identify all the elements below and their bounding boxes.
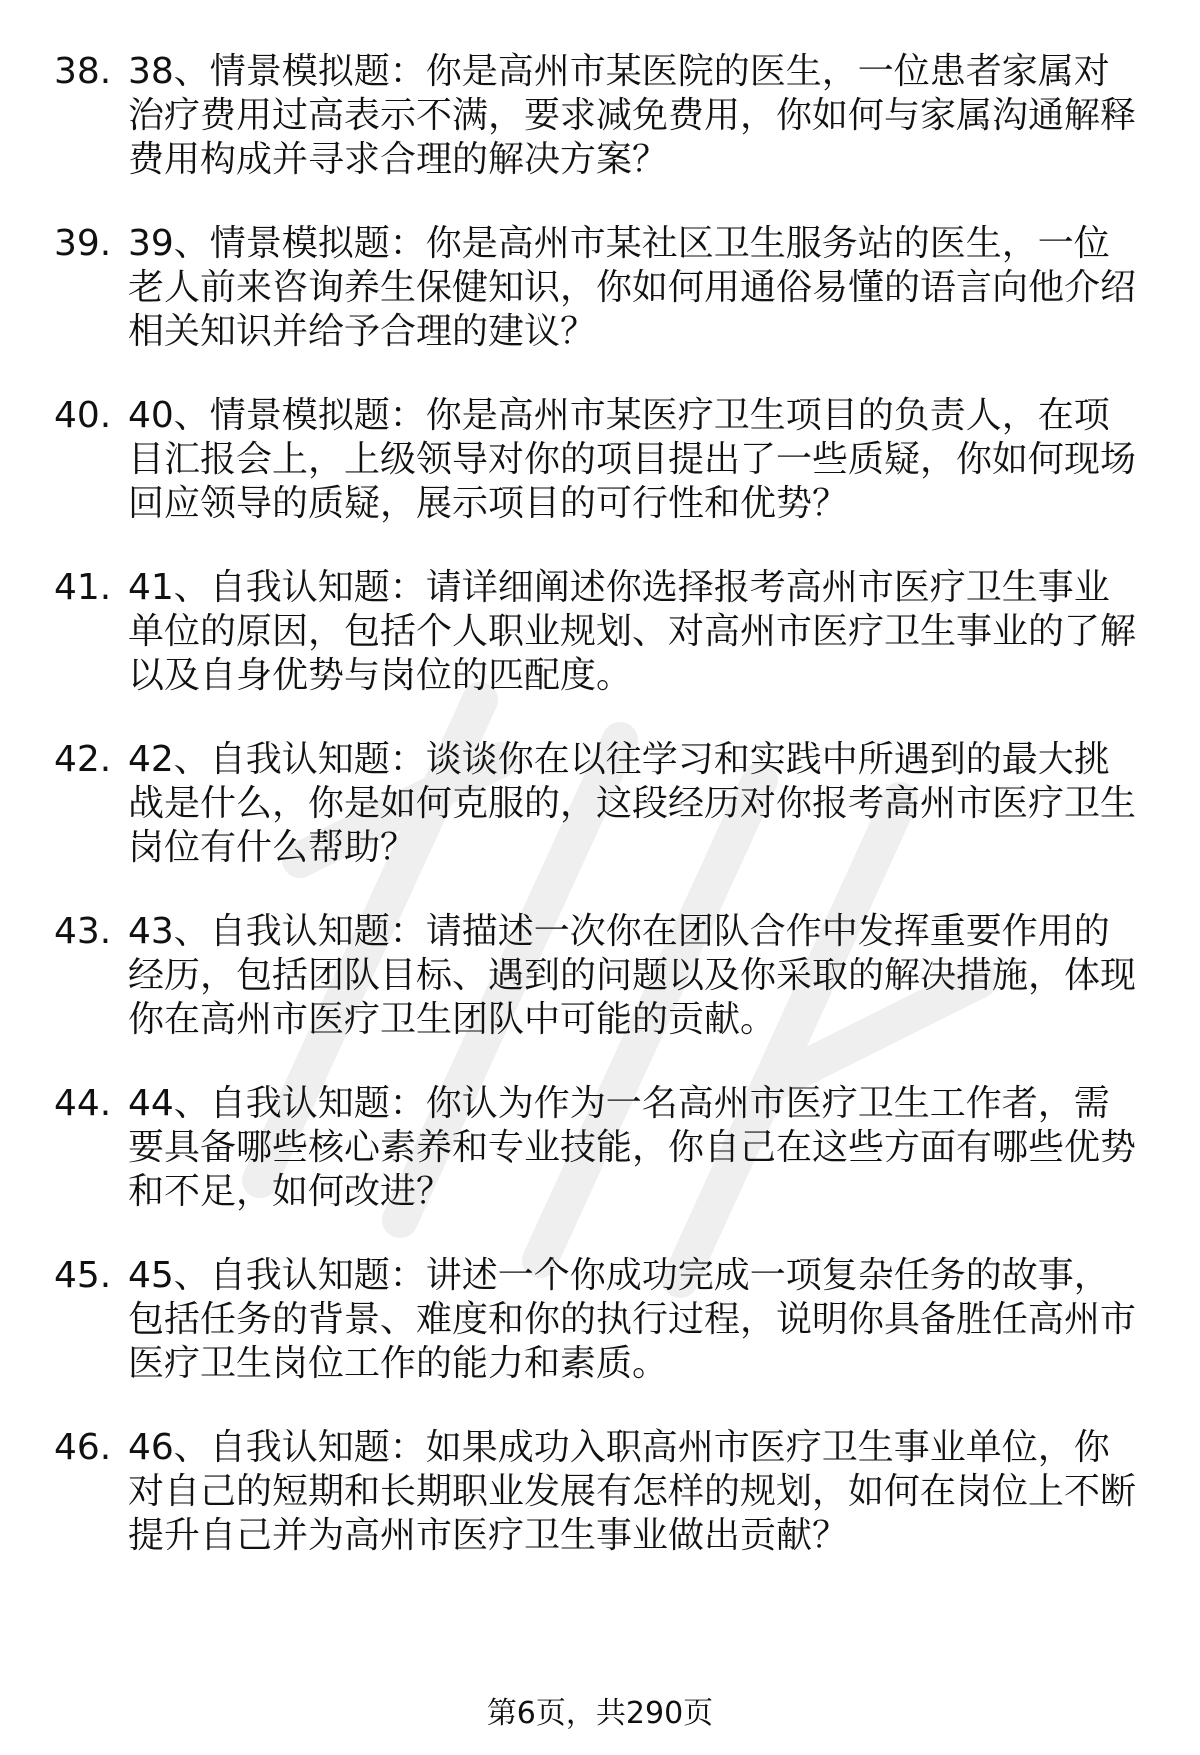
question-number: 44. [54,1083,112,1124]
question-number: 40. [54,395,112,436]
question-item [0,222,1200,354]
page-footer: 第6页，共290页 [486,1696,714,1731]
question-number: 38. [54,51,112,92]
question-text: 40、情景模拟题：你是高州市某医疗卫生项目的负责人，在项目汇报会上，上级领导对你的项目提出了一些质疑，你如何现场回应领导的质疑，展示项目的可行性和优势？ [128,395,1137,524]
question-text: 41、自我认知题：请详细阐述你选择报考高州市医疗卫生事业单位的原因，包括个人职业规划、对高州市医疗卫生事业的了解以及自身优势与岗位的匹配度。 [128,567,1137,696]
question-number: 46. [54,1427,112,1468]
question-text: 44、自我认知题：你认为作为一名高州市医疗卫生工作者，需要具备哪些核心素养和专业技能，你自己在这些方面有哪些优势和不足，如何改进？ [128,1083,1137,1212]
question-number: 39. [54,223,112,264]
question-text: 38、情景模拟题：你是高州市某医院的医生，一位患者家属对治疗费用过高表示不满，要求减免费用，你如何与家属沟通解释费用构成并寻求合理的解决方案？ [128,51,1137,180]
question-item [0,50,1200,182]
question-item [0,738,1200,870]
question-item [0,1082,1200,1214]
question-text: 42、自我认知题：谈谈你在以往学习和实践中所遇到的最大挑战是什么，你是如何克服的，这段经历对你报考高州市医疗卫生岗位有什么帮助？ [128,739,1137,868]
question-item [0,1426,1200,1558]
question-number: 45. [54,1255,112,1296]
question-number: 43. [54,911,112,952]
question-text: 43、自我认知题：请描述一次你在团队合作中发挥重要作用的经历，包括团队目标、遇到的问题以及你采取的解决措施，体现你在高州市医疗卫生团队中可能的贡献。 [128,911,1137,1040]
question-item [0,910,1200,1042]
question-list [0,50,1200,1598]
question-text: 46、自我认知题：如果成功入职高州市医疗卫生事业单位，你对自己的短期和长期职业发展有怎样的规划，如何在岗位上不断提升自己并为高州市医疗卫生事业做出贡献？ [128,1427,1137,1556]
question-number: 41. [54,567,112,608]
question-number: 42. [54,739,112,780]
question-text: 39、情景模拟题：你是高州市某社区卫生服务站的医生，一位老人前来咨询养生保健知识，你如何用通俗易懂的语言向他介绍相关知识并给予合理的建议？ [128,223,1137,352]
question-text: 45、自我认知题：讲述一个你成功完成一项复杂任务的故事，包括任务的背景、难度和你的执行过程，说明你具备胜任高州市医疗卫生岗位工作的能力和素质。 [128,1255,1137,1384]
question-item [0,566,1200,698]
question-item [0,1254,1200,1386]
question-item [0,394,1200,526]
